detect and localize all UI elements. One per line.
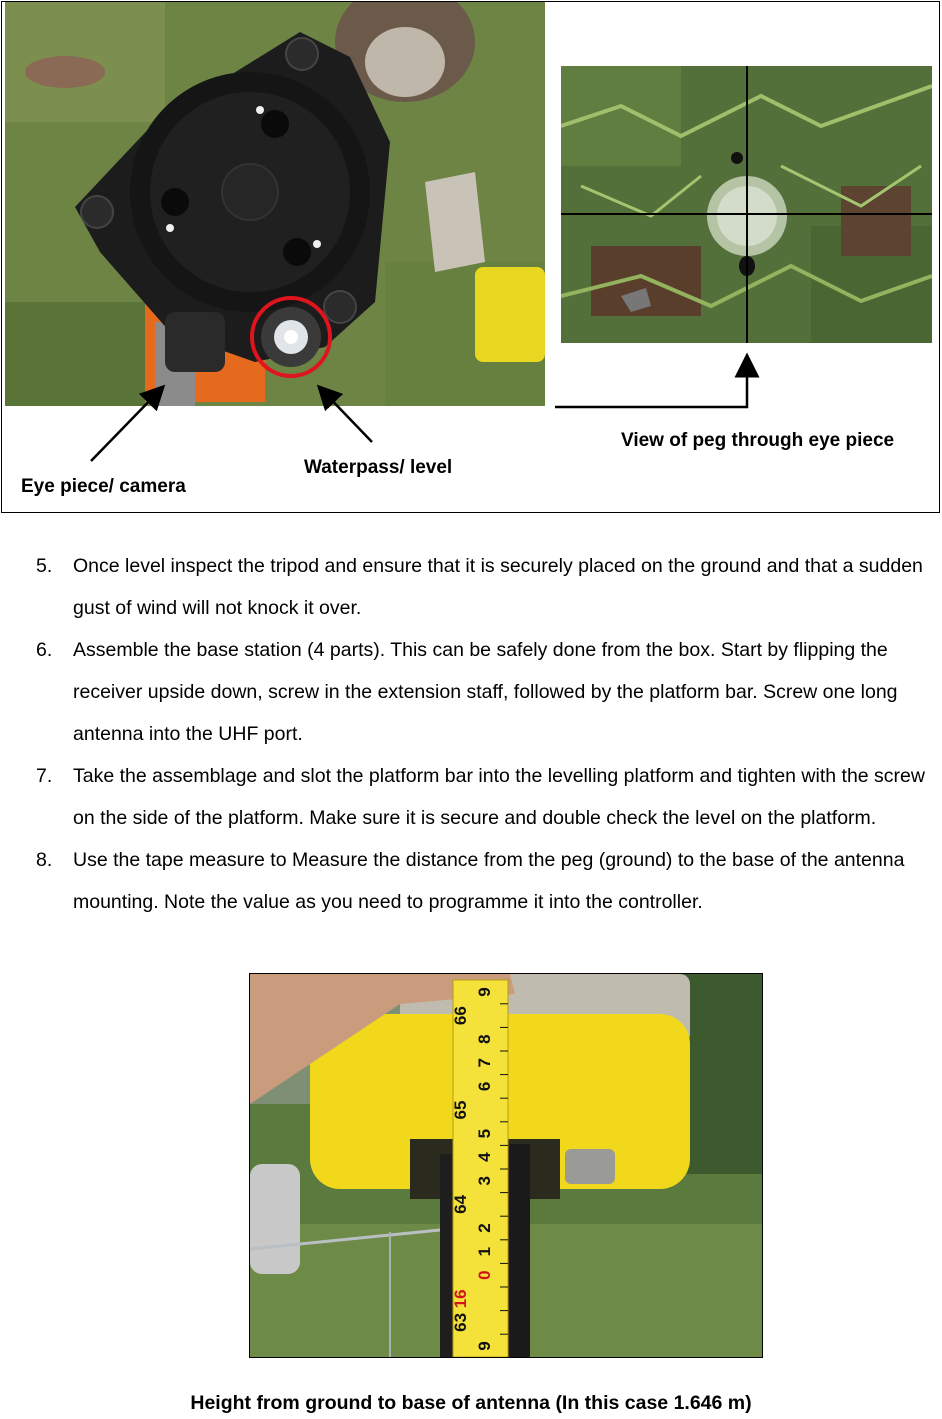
caption-waterpass: Waterpass/ level	[304, 457, 453, 478]
step-number: 8.	[36, 849, 53, 871]
tape-number: 5	[475, 1128, 494, 1139]
tape-number: 7	[475, 1058, 494, 1068]
step-number: 6.	[36, 639, 53, 661]
step-text: Take the assemblage and slot the platform bar into the levelling platform and tighten with the screw on the side of the platform. Make sure it is secure and double check the level on the platform.	[73, 765, 925, 829]
tape-number: 4	[475, 1152, 494, 1162]
eyepiece-arrow	[91, 390, 160, 461]
tape-number: 16	[451, 1289, 470, 1309]
tape-number: 1	[475, 1246, 494, 1257]
tape-number: 63	[451, 1312, 470, 1332]
tape-number: 8	[475, 1034, 494, 1044]
caption-peg-view: View of peg through eye piece	[621, 430, 895, 451]
caption-eyepiece: Eye piece/ camera	[21, 476, 186, 497]
figure-box	[1, 1, 940, 513]
tape-number: 9	[475, 1341, 494, 1351]
step-text: Use the tape measure to Measure the distance from the peg (ground) to the base of the antenna mounting. Note the value as you need to programme it into the controller.	[73, 849, 905, 913]
tape-measure-photo	[249, 973, 763, 1358]
step-8	[36, 839, 926, 923]
waterpass-arrow	[322, 390, 372, 442]
step-text: Assemble the base station (4 parts). This can be safely done from the box. Start by flipping the receiver upside down, screw in the extension staff, followed by the platform bar. Screw one long antenna into the UHF port.	[73, 639, 898, 745]
tape-number: 0	[475, 1270, 494, 1280]
photo-caption: Height from ground to base of antenna (In this case 1.646 m)	[190, 1392, 752, 1414]
step-text: Once level inspect the tripod and ensure that it is securely placed on the ground and that a sudden gust of wind will not knock it over.	[73, 555, 923, 619]
step-7	[36, 755, 926, 839]
tape-number: 9	[475, 987, 494, 997]
step-number: 5.	[36, 555, 53, 577]
tape-number: 65	[451, 1100, 470, 1120]
tape-number: 6	[475, 1081, 494, 1092]
peg-view-arrow	[555, 360, 747, 407]
tape-number: 3	[475, 1176, 494, 1186]
tape-number: 64	[451, 1194, 470, 1214]
tape-number: 66	[451, 1006, 470, 1026]
instruction-steps	[36, 545, 926, 923]
step-6	[36, 629, 926, 755]
step-number: 7.	[36, 765, 53, 787]
tape-number: 2	[475, 1223, 494, 1233]
step-5	[36, 545, 926, 629]
